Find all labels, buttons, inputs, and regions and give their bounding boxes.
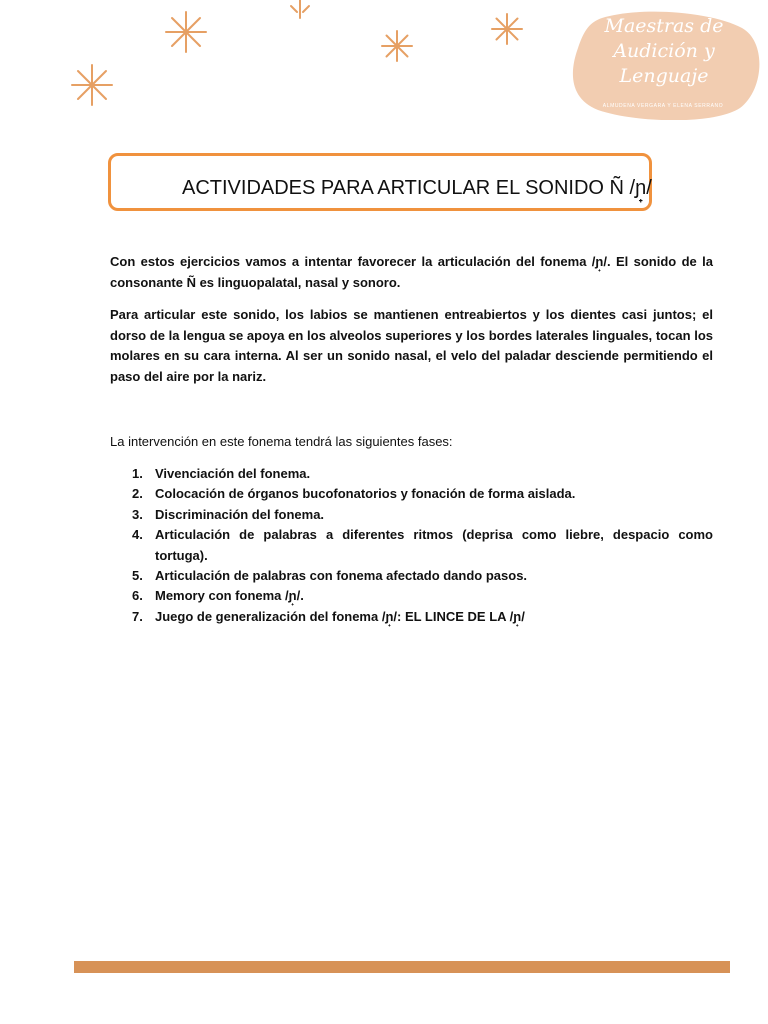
phases-intro: La intervención en este fonema tendrá las siguientes fases: [110, 434, 453, 449]
footer-bar [74, 961, 730, 973]
logo-authors: ALMUDENA VERGARA Y ELENA SERRANO [602, 103, 724, 109]
star-decoration-icon [164, 10, 208, 54]
list-number: 2. [132, 486, 143, 502]
list-item-text: Juego de generalización del fonema /ɲ̟/: EL LINCE DE LA /ɲ̟/ [155, 608, 525, 624]
list-item-text: Articulación de palabras a diferentes ritmos (deprisa como liebre, despacio como tortuga). [155, 527, 713, 563]
star-decoration-icon [380, 29, 414, 63]
intro-paragraph: Con estos ejercicios vamos a intentar favorecer la articulación del fonema /ɲ̟/. El sonido de la consonante Ñ es linguopalatal, nasal y sonoro. [110, 254, 713, 290]
list-number: 6. [132, 588, 143, 604]
list-item [110, 566, 713, 586]
logo-line-2: Audición y [613, 40, 715, 62]
list-item-text: Colocación de órganos bucofonatorios y fonación de forma aislada. [155, 486, 576, 502]
phases-list [110, 464, 713, 627]
list-number: 5. [132, 568, 143, 584]
list-item [110, 586, 713, 606]
list-item-text: Memory con fonema /ɲ̟/. [155, 588, 304, 604]
list-item [110, 505, 713, 525]
star-decoration-icon [490, 12, 524, 46]
list-number: 4. [132, 527, 143, 543]
list-item [110, 464, 713, 484]
list-item-text: Discriminación del fonema. [155, 506, 325, 522]
list-item [110, 607, 713, 627]
list-item [110, 525, 713, 566]
list-item [110, 484, 713, 504]
star-decoration-icon [70, 63, 114, 107]
list-number: 3. [132, 506, 143, 522]
list-number: 1. [132, 466, 143, 481]
page-title: ACTIVIDADES PARA ARTICULAR EL SONIDO Ñ /ɲ̟/ [182, 177, 652, 199]
list-item-text: Vivenciación del fonema. [155, 466, 311, 481]
list-item-text: Articulación de palabras con fonema afectado dando pasos. [155, 568, 528, 584]
logo-line-1: Maestras de [604, 15, 724, 37]
articulation-paragraph: Para articular este sonido, los labios se mantienen entreabiertos y los dientes casi juntos; el dorso de la lengua se apoya en los alveolos superiores y los bordes laterales linguales, tocan los molares en su cara interna. Al ser un sonido nasal, el velo del paladar desciende permitiendo el paso del aire por la nariz. [110, 307, 713, 384]
logo-line-3: Lenguaje [619, 65, 709, 87]
logo [584, 14, 744, 89]
list-number: 7. [132, 608, 143, 624]
star-decoration-icon [286, 0, 314, 22]
